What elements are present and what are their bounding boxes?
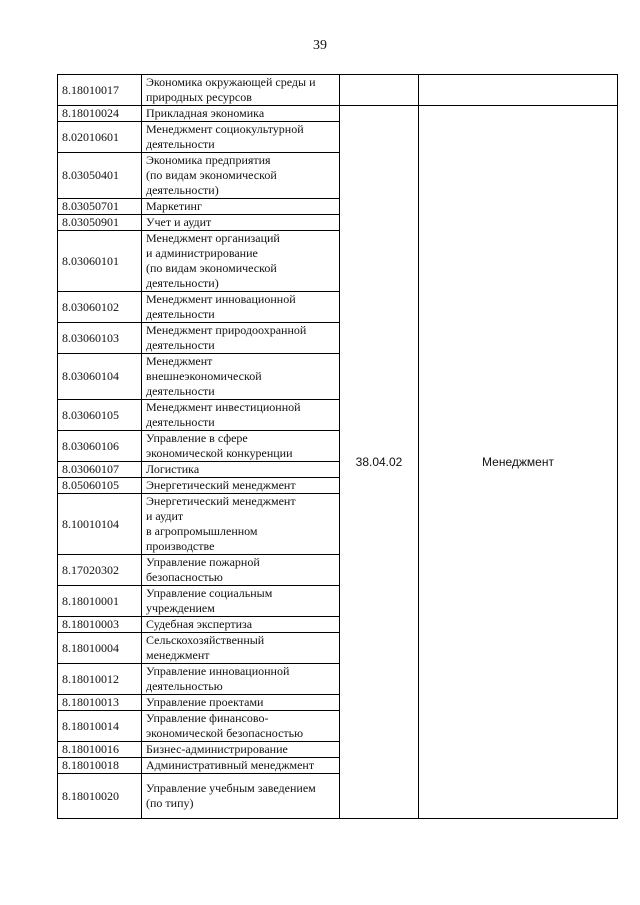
specialty-code: 8.18010001 <box>58 586 142 617</box>
empty-cell <box>340 75 419 106</box>
specialty-code: 8.18010018 <box>58 758 142 774</box>
specialty-name: Менеджмент инвестиционной деятельности <box>142 400 340 431</box>
specialty-name: Экономика предприятия (по видам экономической деятельности) <box>142 153 340 199</box>
specialty-name: Менеджмент внешнеэкономической деятельности <box>142 354 340 400</box>
specialty-name: Судебная экспертиза <box>142 617 340 633</box>
specialty-name: Менеджмент природоохранной деятельности <box>142 323 340 354</box>
specialty-name: Учет и аудит <box>142 215 340 231</box>
specialty-name: Менеджмент социокультурной деятельности <box>142 122 340 153</box>
specialty-name: Экономика окружающей среды и природных ресурсов <box>142 75 340 106</box>
specialty-code: 8.03060104 <box>58 354 142 400</box>
specialty-code: 8.03060101 <box>58 231 142 292</box>
specialty-name: Управление проектами <box>142 695 340 711</box>
specialty-name: Управление инновационной деятельностью <box>142 664 340 695</box>
direction-name: Менеджмент <box>419 106 618 819</box>
page-number: 39 <box>313 38 327 53</box>
specialty-code: 8.18010020 <box>58 774 142 819</box>
empty-cell <box>419 75 618 106</box>
specialty-name: Логистика <box>142 462 340 478</box>
specialty-code: 8.17020302 <box>58 555 142 586</box>
specialty-code: 8.18010003 <box>58 617 142 633</box>
specialty-code: 8.18010016 <box>58 742 142 758</box>
specialty-code: 8.18010013 <box>58 695 142 711</box>
specialty-name: Административный менеджмент <box>142 758 340 774</box>
specialty-code: 8.18010004 <box>58 633 142 664</box>
specialty-code: 8.03050901 <box>58 215 142 231</box>
specialty-name: Бизнес-администрирование <box>142 742 340 758</box>
direction-code: 38.04.02 <box>340 106 419 819</box>
specialty-code: 8.03060106 <box>58 431 142 462</box>
specialty-code: 8.03060103 <box>58 323 142 354</box>
specialty-name: Прикладная экономика <box>142 106 340 122</box>
specialty-code: 8.03060105 <box>58 400 142 431</box>
specialty-name: Менеджмент инновационной деятельности <box>142 292 340 323</box>
specialty-code: 8.18010012 <box>58 664 142 695</box>
specialty-name: Сельскохозяйственный менеджмент <box>142 633 340 664</box>
table-row <box>58 106 618 122</box>
specialty-code: 8.18010024 <box>58 106 142 122</box>
specialty-code: 8.18010017 <box>58 75 142 106</box>
specialty-name: Менеджмент организаций и администрирование (по видам экономической деятельности) <box>142 231 340 292</box>
specialty-name: Энергетический менеджмент и аудит в агропромышленном производстве <box>142 494 340 555</box>
specialty-name: Управление в сфере экономической конкуренции <box>142 431 340 462</box>
specialty-code: 8.02010601 <box>58 122 142 153</box>
specialty-correspondence-table <box>57 74 618 819</box>
specialty-code: 8.03060102 <box>58 292 142 323</box>
specialty-name: Управление социальным учреждением <box>142 586 340 617</box>
specialty-name: Управление финансово- экономической безопасностью <box>142 711 340 742</box>
specialty-name: Маркетинг <box>142 199 340 215</box>
table-row <box>58 75 618 106</box>
specialty-name: Управление учебным заведением (по типу) <box>142 774 340 819</box>
specialty-code: 8.03050701 <box>58 199 142 215</box>
specialty-name: Управление пожарной безопасностью <box>142 555 340 586</box>
specialty-code: 8.18010014 <box>58 711 142 742</box>
specialty-code: 8.03060107 <box>58 462 142 478</box>
specialty-name: Энергетический менеджмент <box>142 478 340 494</box>
specialty-code: 8.03050401 <box>58 153 142 199</box>
specialty-code: 8.05060105 <box>58 478 142 494</box>
specialty-code: 8.10010104 <box>58 494 142 555</box>
